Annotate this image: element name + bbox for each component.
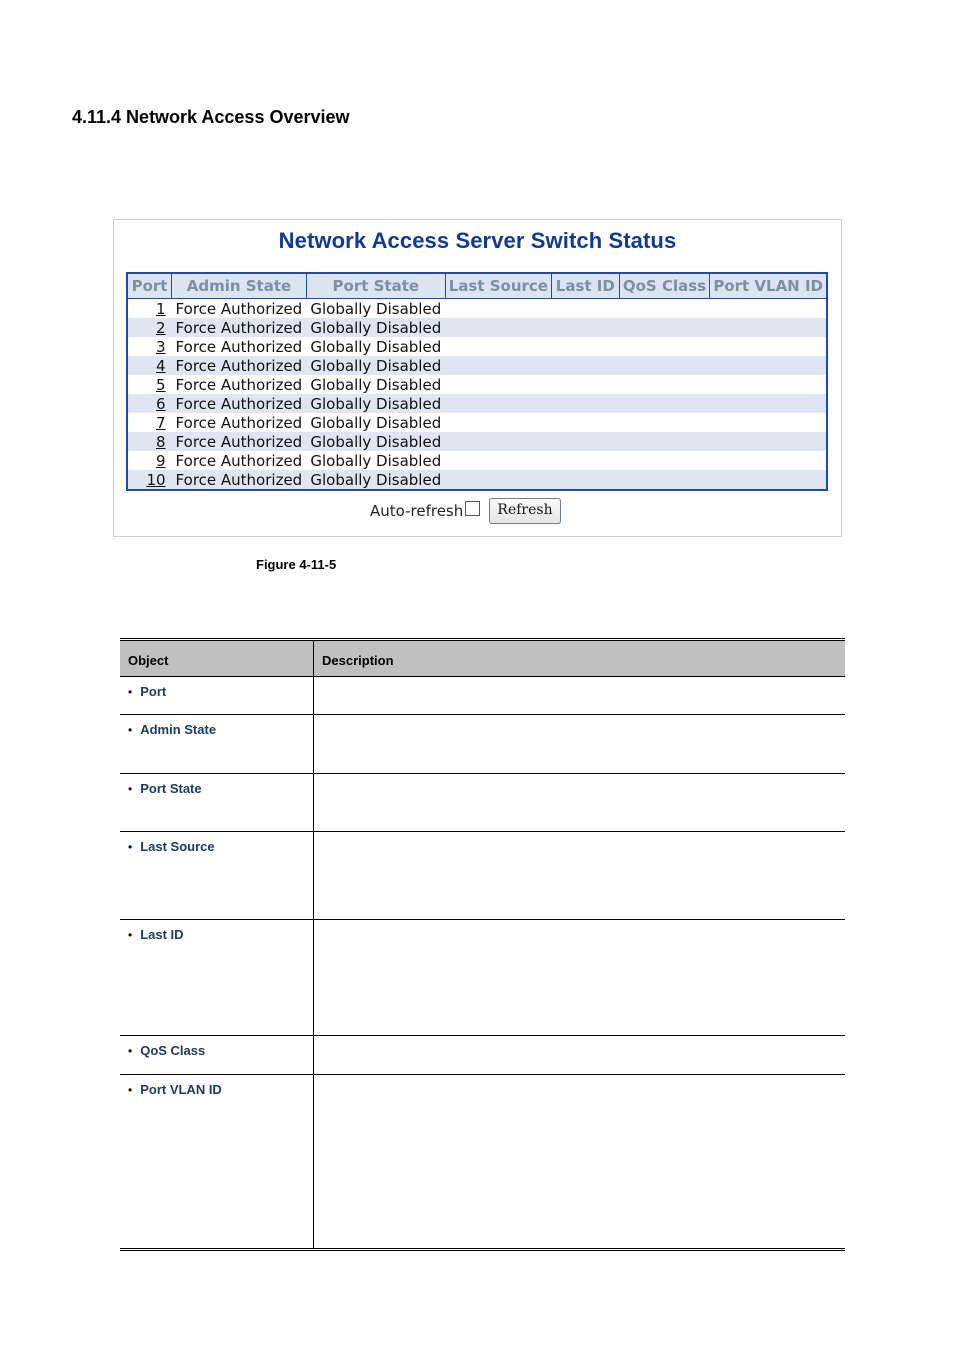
last-id-cell: [551, 299, 619, 319]
port-cell: [127, 470, 172, 490]
object-cell: [120, 832, 314, 920]
table-row: [127, 470, 827, 490]
object-name: Admin State: [140, 722, 217, 737]
qos-class-cell: [619, 470, 710, 490]
qos-class-cell: [619, 451, 710, 470]
object-row: [120, 1075, 845, 1250]
object-cell: [120, 1075, 314, 1250]
description-cell: [314, 1075, 846, 1250]
object-column-header: Object: [120, 640, 314, 677]
object-name: Last Source: [140, 839, 215, 854]
port-link[interactable]: 5: [156, 375, 166, 394]
port-vlan-id-cell: [710, 356, 827, 375]
bullet-icon: •: [128, 928, 133, 942]
bullet-icon: •: [128, 1044, 133, 1058]
port-state-cell: Globally Disabled: [306, 356, 445, 375]
admin-state-cell: Force Authorized: [172, 470, 307, 490]
object-description-table: [120, 638, 845, 1251]
object-cell: [120, 677, 314, 715]
object-cell: [120, 715, 314, 774]
last-id-cell: [551, 432, 619, 451]
port-state-cell: Globally Disabled: [306, 470, 445, 490]
last-source-cell: [445, 299, 551, 319]
bullet-icon: •: [128, 723, 133, 737]
section-title: 4.11.4 Network Access Overview: [72, 107, 350, 127]
object-row: [120, 1036, 845, 1075]
bullet-icon: •: [128, 840, 133, 854]
admin-state-cell: Force Authorized: [172, 394, 307, 413]
port-link[interactable]: 4: [156, 356, 166, 375]
table-row: [127, 413, 827, 432]
auto-refresh-checkbox[interactable]: [465, 501, 480, 516]
col-header-port-vlan-id: Port VLAN ID: [710, 273, 827, 299]
qos-class-cell: [619, 432, 710, 451]
col-header-last-id: Last ID: [551, 273, 619, 299]
object-name: Port State: [140, 781, 202, 796]
port-cell: [127, 413, 172, 432]
qos-class-cell: [619, 413, 710, 432]
last-id-cell: [551, 470, 619, 490]
table-row: [127, 375, 827, 394]
last-id-cell: [551, 413, 619, 432]
qos-class-cell: [619, 318, 710, 337]
last-source-cell: [445, 413, 551, 432]
last-id-cell: [551, 318, 619, 337]
port-vlan-id-cell: [710, 318, 827, 337]
object-row: [120, 832, 845, 920]
refresh-button[interactable]: Refresh: [489, 498, 561, 524]
last-source-cell: [445, 394, 551, 413]
object-cell: [120, 1036, 314, 1075]
last-source-cell: [445, 318, 551, 337]
switch-status-screenshot: [113, 219, 842, 537]
qos-class-cell: [619, 337, 710, 356]
port-cell: [127, 451, 172, 470]
last-id-cell: [551, 356, 619, 375]
object-name: Port: [140, 684, 167, 699]
port-state-cell: Globally Disabled: [306, 394, 445, 413]
port-vlan-id-cell: [710, 375, 827, 394]
admin-state-cell: Force Authorized: [172, 432, 307, 451]
port-link[interactable]: 7: [156, 413, 166, 432]
port-cell: [127, 356, 172, 375]
admin-state-cell: Force Authorized: [172, 413, 307, 432]
table-row: [127, 451, 827, 470]
port-vlan-id-cell: [710, 451, 827, 470]
last-source-cell: [445, 432, 551, 451]
object-cell: [120, 920, 314, 1036]
table-row: [127, 432, 827, 451]
qos-class-cell: [619, 375, 710, 394]
port-link[interactable]: 10: [146, 470, 166, 489]
object-row: [120, 920, 845, 1036]
port-link[interactable]: 6: [156, 394, 166, 413]
last-source-cell: [445, 470, 551, 490]
port-link[interactable]: 9: [156, 451, 166, 470]
object-row: [120, 677, 845, 715]
object-row: [120, 774, 845, 832]
object-cell: [120, 774, 314, 832]
port-state-cell: Globally Disabled: [306, 337, 445, 356]
figure-caption: Figure 4-11-5: [256, 557, 337, 572]
last-source-cell: [445, 375, 551, 394]
port-vlan-id-cell: [710, 337, 827, 356]
last-id-cell: [551, 375, 619, 394]
port-state-cell: Globally Disabled: [306, 413, 445, 432]
port-vlan-id-cell: [710, 299, 827, 319]
admin-state-cell: Force Authorized: [172, 318, 307, 337]
col-header-admin-state: Admin State: [172, 273, 307, 299]
port-state-cell: Globally Disabled: [306, 375, 445, 394]
description-cell: [314, 715, 846, 774]
table-row: [127, 318, 827, 337]
description-cell: [314, 774, 846, 832]
port-link[interactable]: 2: [156, 318, 166, 337]
auto-refresh-label: Auto-refresh: [370, 502, 464, 520]
admin-state-cell: Force Authorized: [172, 356, 307, 375]
admin-state-cell: Force Authorized: [172, 299, 307, 319]
bullet-icon: •: [128, 782, 133, 796]
last-source-cell: [445, 356, 551, 375]
table-row: [127, 337, 827, 356]
port-vlan-id-cell: [710, 413, 827, 432]
col-header-port: Port: [127, 273, 172, 299]
switch-status-table: [126, 272, 828, 491]
description-cell: [314, 677, 846, 715]
col-header-last-source: Last Source: [445, 273, 551, 299]
table-row: [127, 299, 827, 319]
description-column-header: Description: [314, 640, 846, 677]
port-state-cell: Globally Disabled: [306, 451, 445, 470]
last-source-cell: [445, 451, 551, 470]
qos-class-cell: [619, 356, 710, 375]
object-name: Last ID: [140, 927, 184, 942]
port-cell: [127, 432, 172, 451]
description-cell: [314, 1036, 846, 1075]
object-name: Port VLAN ID: [140, 1082, 222, 1097]
qos-class-cell: [619, 394, 710, 413]
bullet-icon: •: [128, 1083, 133, 1097]
port-state-cell: Globally Disabled: [306, 299, 445, 319]
port-vlan-id-cell: [710, 394, 827, 413]
port-cell: [127, 375, 172, 394]
admin-state-cell: Force Authorized: [172, 451, 307, 470]
port-cell: [127, 394, 172, 413]
description-cell: [314, 920, 846, 1036]
last-id-cell: [551, 451, 619, 470]
port-vlan-id-cell: [710, 432, 827, 451]
switch-status-title: Network Access Server Switch Status: [278, 228, 677, 253]
description-cell: [314, 832, 846, 920]
col-header-port-state: Port State: [306, 273, 445, 299]
admin-state-cell: Force Authorized: [172, 375, 307, 394]
last-id-cell: [551, 337, 619, 356]
last-source-cell: [445, 337, 551, 356]
port-vlan-id-cell: [710, 470, 827, 490]
table-row: [127, 394, 827, 413]
port-cell: [127, 337, 172, 356]
object-name: QoS Class: [140, 1043, 206, 1058]
status-header-row: [127, 273, 827, 299]
bullet-icon: •: [128, 685, 133, 699]
port-state-cell: Globally Disabled: [306, 432, 445, 451]
last-id-cell: [551, 394, 619, 413]
port-cell: [127, 318, 172, 337]
table-row: [127, 356, 827, 375]
object-table-header: [120, 640, 845, 677]
col-header-qos-class: QoS Class: [619, 273, 710, 299]
port-link[interactable]: 8: [156, 432, 166, 451]
qos-class-cell: [619, 299, 710, 319]
port-cell: [127, 299, 172, 319]
port-state-cell: Globally Disabled: [306, 318, 445, 337]
object-row: [120, 715, 845, 774]
admin-state-cell: Force Authorized: [172, 337, 307, 356]
port-link[interactable]: 1: [156, 299, 166, 318]
port-link[interactable]: 3: [156, 337, 166, 356]
